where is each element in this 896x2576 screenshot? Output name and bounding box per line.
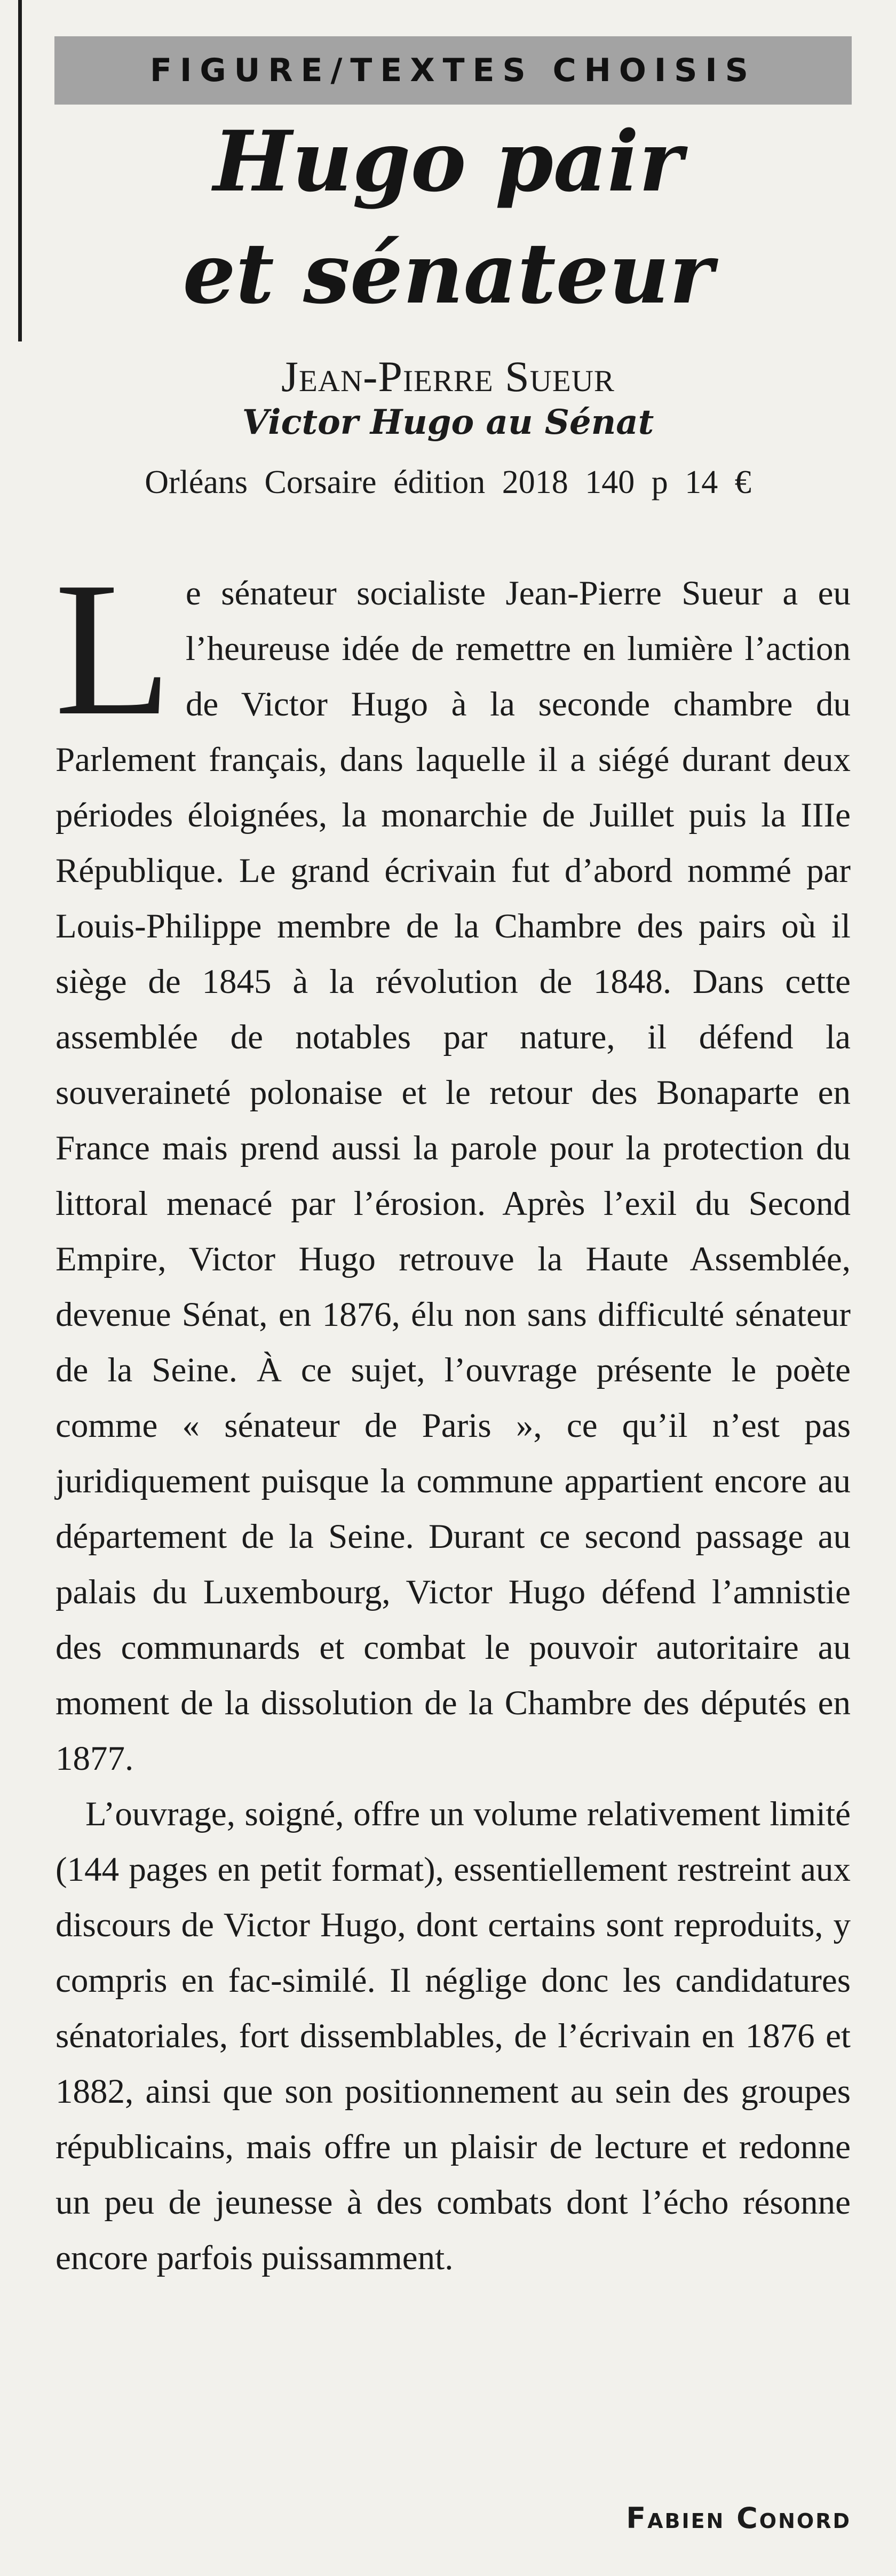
paragraph-2: L’ouvrage, soigné, offre un volume relativement limité (144 pages en petit format), essentiellement restreint aux discours de Victor Hugo, dont certains sont reproduits, y compris en fac-similé. Il néglige donc les candidatures sénatoriales, fort dissemblables, de l’écrivain en 1876 et 1882, ainsi que son positionnement au sein des groupes républicains, mais offre un plaisir de lecture et redonne un peu de jeunesse à des combats dont l’écho résonne encore parfois puissamment. <box>55 1795 851 2277</box>
paragraph-1 <box>54 542 851 1786</box>
headline-line-1: Hugo pair <box>213 113 683 210</box>
section-band <box>54 36 852 105</box>
paragraph-1-text: e sénateur socialiste Jean-Pierre Sueur a eu l’heureuse idée de remettre en lumière l’action de Victor Hugo à la seconde chambre du Parlement français, dans laquelle il a siégé durant deux périodes éloignées, la monarchie de Juillet puis la IIIe République. Le grand écrivain fut d’abord nommé par Louis-Philippe membre de la Chambre des pairs où il siège de 1845 à la révolution de 1848. Dans cette assemblée de notables par nature, il défend la souveraineté polonaise et le retour des Bonaparte en France mais prend aussi la parole pour la protection du littoral menacé par l’érosion. Après l’exil du Second Empire, Victor Hugo retrouve la Haute Assemblée, devenue Sénat, en 1876, élu non sans difficulté sénateur de la Seine. À ce sujet, l’ouvrage présente le poète comme « sénateur de Paris », ce qu’il n’est pas juridiquement puisque la commune appartient encore au département de la Seine. Durant ce second passage au palais du Luxembourg, Victor Hugo défend l’amnistie des communards et combat le pouvoir autoritaire au moment de la dissolution de la Chambre des députés en 1877. <box>55 574 851 1778</box>
book-title: Victor Hugo au Sénat <box>242 402 654 442</box>
drop-cap: L <box>54 542 172 755</box>
article-body <box>54 542 851 2286</box>
book-publication-info: Orléans Corsaire édition 2018 140 p 14 € <box>145 464 751 500</box>
section-label: FIGURE/TEXTES CHOISIS <box>150 52 756 89</box>
headline-line-2: et sénateur <box>183 225 713 322</box>
reviewer-signature: Fabien Conord <box>626 2501 851 2535</box>
book-author: Jean-Pierre Sueur <box>281 352 615 401</box>
